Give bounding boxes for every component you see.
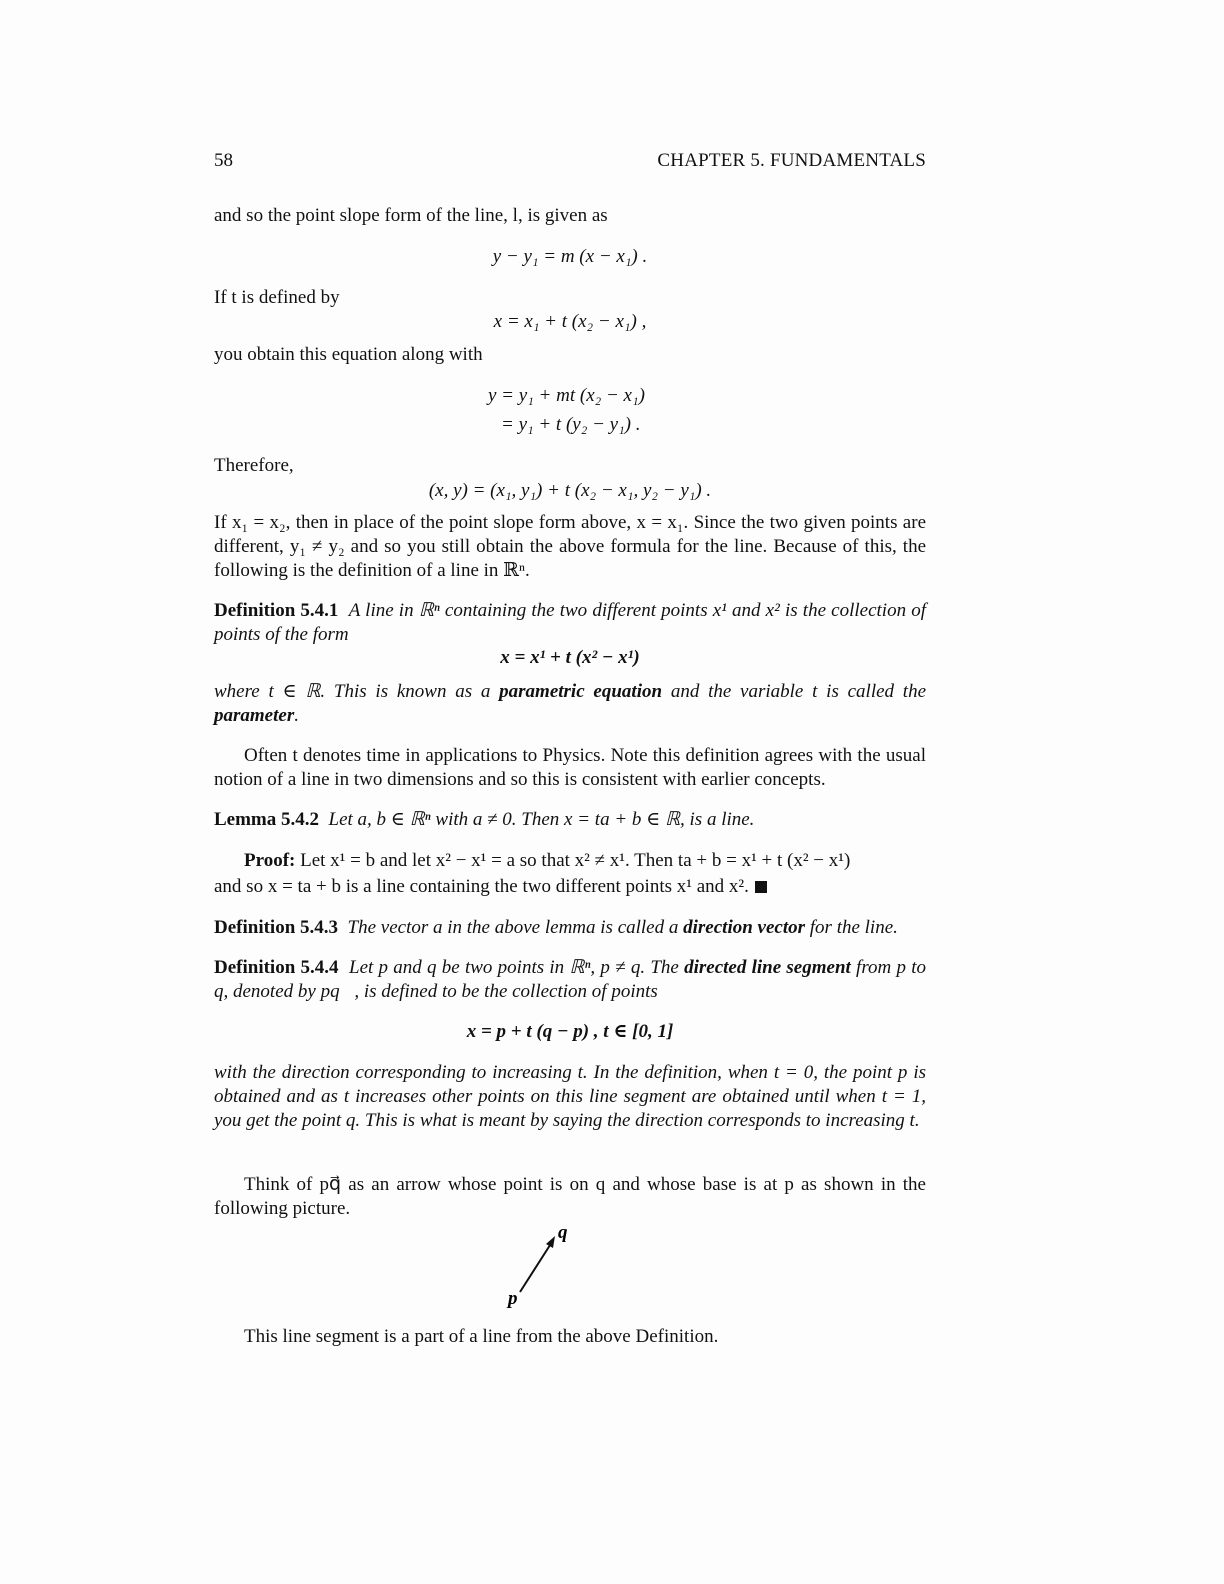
label-p: p [508, 1288, 518, 1309]
equation-xy: (x, y) = (x₁, y₁) + t (x₂ − x₁, y₂ − y₁) . [428, 480, 712, 501]
definition-text: from p to q, denoted by pq⃗, is defined to be the collection of points [214, 957, 927, 1002]
arrow-shaft [520, 1242, 552, 1292]
definition-text: . [294, 705, 299, 726]
definition-label: Definition 5.4.3 [214, 917, 339, 938]
lemma-label: Lemma 5.4.2 [214, 809, 320, 830]
term-direction-vector: direction vector [683, 917, 806, 938]
paragraph-8: This line segment is a part of a line from the above Definition. [244, 1326, 719, 1347]
term-directed-line-segment: directed line segment [684, 957, 851, 978]
equation-line-def: x = x¹ + t (x² − x¹) [500, 647, 640, 668]
definition-5-4-4-cont: with the direction corresponding to increasing t. In the definition, when t = 0, the point p is obtained and as t increases other points on this line segment are obtained until when t = 1, you get the point q. This is what is meant by saying the direction corresponds to increasing t. [214, 1062, 926, 1131]
paragraph-3: you obtain this equation along with [214, 344, 483, 365]
term-parameter: parameter [214, 705, 295, 726]
label-q: q [558, 1222, 568, 1243]
definition-5-4-3 [214, 916, 926, 940]
definition-5-4-1-cont [214, 680, 926, 728]
definition-text: for the line. [809, 917, 898, 938]
definition-text: where t ∈ ℝ. This is known as a [214, 681, 491, 702]
paragraph-1: and so the point slope form of the line, l, is given as [214, 205, 608, 226]
proof-line-1 [244, 849, 926, 873]
paragraph-6: Often t denotes time in applications to Physics. Note this definition agrees with the usual notion of a line in two dimensions and so this is consistent with earlier concepts. [214, 745, 926, 790]
arrow-head-icon [546, 1236, 555, 1248]
definition-5-4-4 [214, 956, 926, 1004]
proof-text: and so x = ta + b is a line containing the two different points x¹ and x². [214, 876, 749, 897]
chapter-title: CHAPTER 5. FUNDAMENTALS [657, 150, 926, 171]
equation-y-line1: y = y₁ + mt (x₂ − x₁) [488, 385, 645, 406]
proof-label: Proof: [244, 850, 296, 871]
equation-x-param: x = x₁ + t (x₂ − x₁) , [493, 311, 647, 332]
term-parametric-equation: parametric equation [499, 681, 663, 702]
definition-text: Let p and q be two points in ℝⁿ, p ≠ q. The [349, 957, 679, 978]
paragraph-4: Therefore, [214, 455, 294, 476]
definition-text: The vector a in the above lemma is called a [347, 917, 679, 938]
paragraph-7: Think of pq⃗ as an arrow whose point is on q and whose base is at p as shown in the following picture. [214, 1174, 926, 1219]
lemma-text: Let a, b ∈ ℝⁿ with a ≠ 0. Then x = ta + b ∈ ℝ, is a line. [328, 809, 755, 830]
paragraph-2: If t is defined by [214, 287, 340, 308]
definition-text: and the variable t is called the [670, 681, 927, 702]
page-number: 58 [214, 150, 233, 171]
paragraph-5: If x₁ = x₂, then in place of the point slope form above, x = x₁. Since the two given points are different, y₁ ≠ y₂ and so you still obtain the above formula for the line. Because of this, the following is the definition of a line in ℝⁿ. [214, 512, 926, 581]
definition-label: Definition 5.4.1 [214, 600, 339, 621]
definition-label: Definition 5.4.4 [214, 957, 339, 978]
arrow-figure [500, 1222, 580, 1312]
definition-5-4-1 [214, 599, 926, 647]
qed-box-icon [755, 881, 767, 893]
lemma-5-4-2 [214, 808, 926, 832]
definition-text: A line in ℝⁿ containing the two different points x¹ and x² is the collection of points of the form [214, 600, 926, 645]
equation-point-slope: y − y₁ = m (x − x₁) . [492, 246, 648, 267]
proof-line-2 [214, 875, 926, 899]
equation-y-line2: = y₁ + t (y₂ − y₁) . [501, 414, 641, 435]
equation-segment: x = p + t (q − p) , t ∈ [0, 1] [466, 1021, 674, 1042]
proof-text: Let x¹ = b and let x² − x¹ = a so that x² ≠ x¹. Then ta + b = x¹ + t (x² − x¹) [300, 850, 851, 871]
